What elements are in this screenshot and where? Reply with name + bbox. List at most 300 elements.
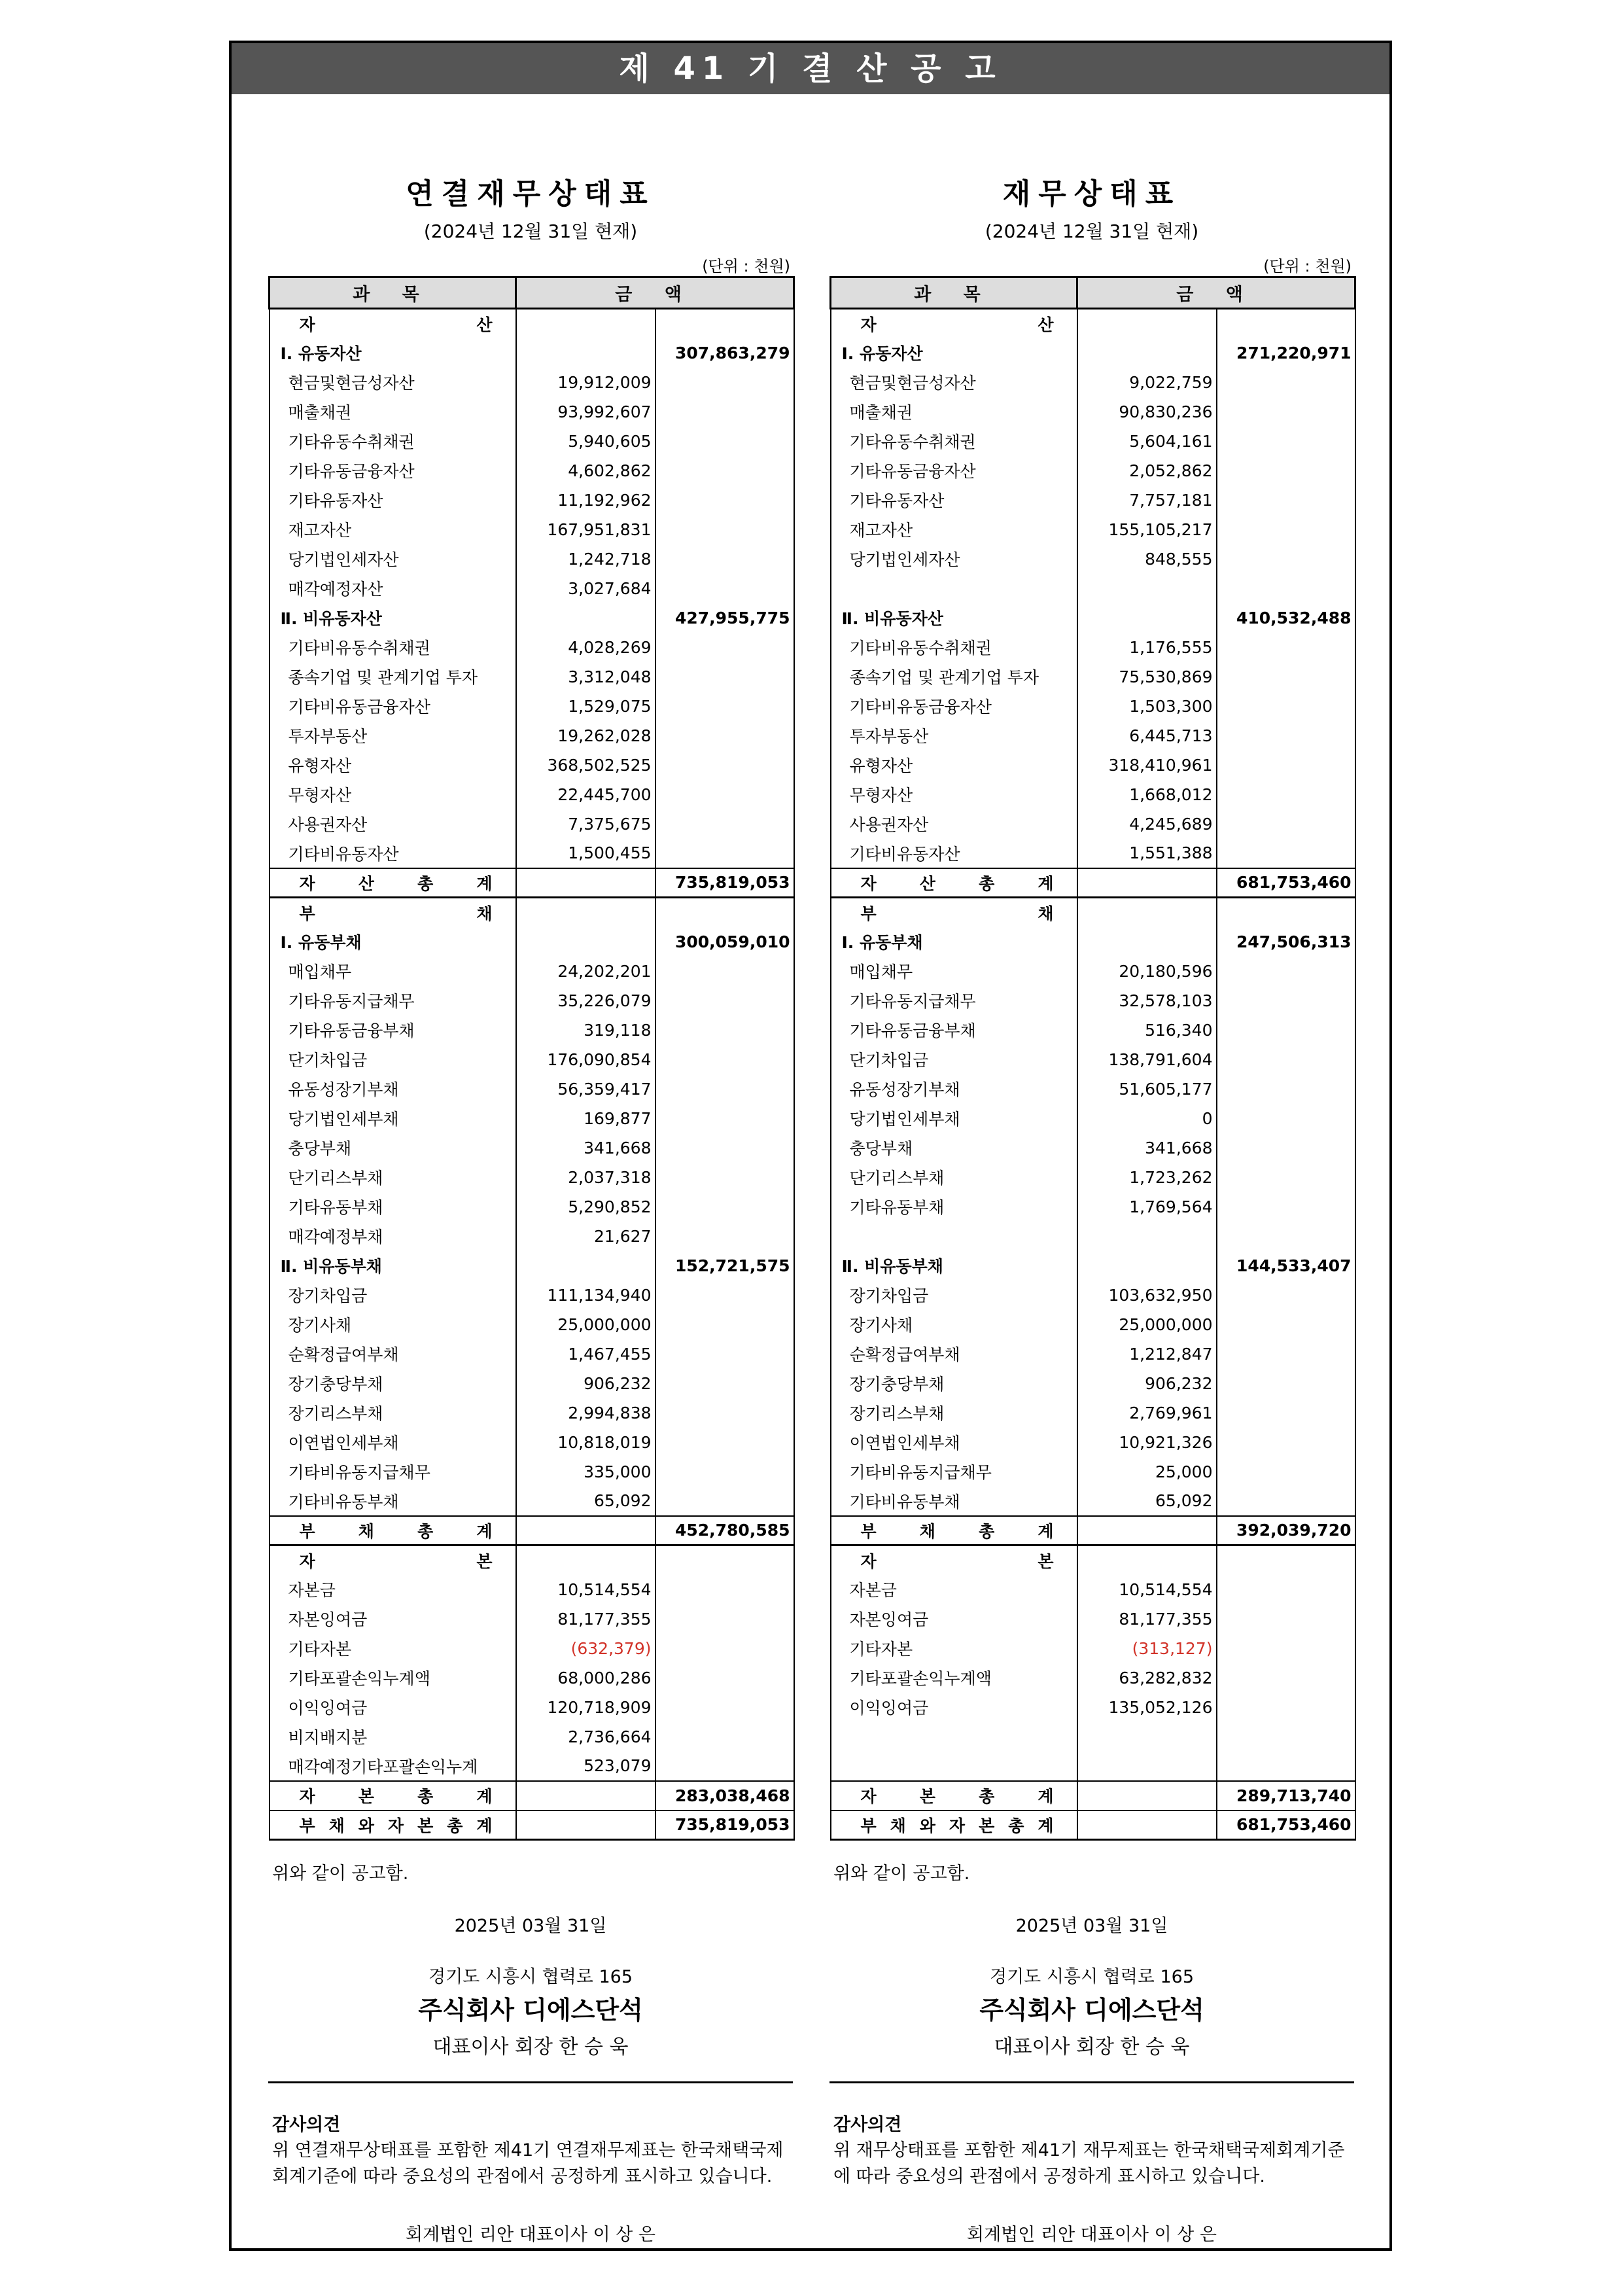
account-name: 현금및현금성자산 — [270, 368, 516, 397]
amount-cell — [1077, 927, 1217, 957]
account-amount: 3,027,684 — [516, 574, 655, 603]
account-name: 충당부채 — [831, 1133, 1077, 1163]
account-name: 비지배지분 — [270, 1722, 516, 1752]
account-name: 기타유동수취채권 — [831, 427, 1077, 456]
table-row — [270, 721, 794, 751]
account-amount: 341,668 — [516, 1133, 655, 1163]
section-label-text — [835, 1549, 1073, 1572]
table-row — [831, 957, 1355, 986]
table-row — [270, 1752, 794, 1781]
table-row — [270, 1575, 794, 1604]
amount-cell — [516, 898, 655, 927]
account-name: 기타유동부채 — [270, 1192, 516, 1222]
representative: 대표이사 회장 한 승 욱 — [432, 2036, 629, 2058]
group-label: Ⅰ. 유동부채 — [831, 927, 1077, 957]
total-label-text — [273, 1519, 512, 1542]
total-label — [831, 868, 1077, 898]
account-name: 기타유동금융부채 — [831, 1016, 1077, 1045]
empty-cell — [831, 1722, 1077, 1752]
table-header-row — [831, 277, 1355, 309]
table-row — [270, 1251, 794, 1280]
section-label-text — [273, 1549, 512, 1572]
account-name: 유형자산 — [831, 751, 1077, 780]
total-cell — [1217, 397, 1355, 427]
amount-cell — [1077, 1810, 1217, 1840]
group-total: 247,506,313 — [1217, 927, 1355, 957]
group-label: Ⅱ. 비유동부채 — [831, 1251, 1077, 1280]
total-cell — [655, 751, 794, 780]
total-char: 본 — [417, 1816, 434, 1835]
account-amount: 4,028,269 — [516, 633, 655, 662]
group-label: Ⅰ. 유동자산 — [270, 338, 516, 368]
table-row — [831, 1339, 1355, 1369]
total-cell — [655, 839, 794, 868]
table-row — [270, 839, 794, 868]
account-name: 매입채무 — [831, 957, 1077, 986]
table-row — [270, 1310, 794, 1339]
total-cell — [655, 1693, 794, 1722]
account-name: 기타비유동부채 — [831, 1487, 1077, 1516]
account-amount: 3,312,048 — [516, 662, 655, 692]
total-cell — [1217, 898, 1355, 927]
account-amount: 2,037,318 — [516, 1163, 655, 1192]
total-char: 총 — [447, 1816, 463, 1835]
notice-date: 2025년 03월 31일 — [1015, 1916, 1168, 1936]
account-amount: 318,410,961 — [1077, 751, 1217, 780]
total-cell — [655, 809, 794, 839]
grand-total: 452,780,585 — [655, 1516, 794, 1545]
account-name: 기타자본 — [831, 1634, 1077, 1663]
table-row — [270, 544, 794, 574]
account-amount: 6,445,713 — [1077, 721, 1217, 751]
section-char: 본 — [476, 1551, 493, 1571]
table-row — [831, 1369, 1355, 1398]
total-cell — [655, 1604, 794, 1634]
account-name: 장기충당부채 — [831, 1369, 1077, 1398]
total-cell — [655, 1545, 794, 1575]
total-char: 부 — [860, 1816, 877, 1835]
total-cell — [655, 898, 794, 927]
table-row — [270, 1016, 794, 1045]
empty-cell — [1077, 1752, 1217, 1781]
total-cell — [1217, 1016, 1355, 1045]
account-amount: 169,877 — [516, 1104, 655, 1133]
total-cell — [1217, 1310, 1355, 1339]
account-amount: 32,578,103 — [1077, 986, 1217, 1016]
account-name: 기타유동부채 — [831, 1192, 1077, 1222]
account-name: 매출채권 — [831, 397, 1077, 427]
amount-cell — [1077, 309, 1217, 338]
account-name: 당기법인세자산 — [270, 544, 516, 574]
total-label — [831, 1781, 1077, 1810]
table-row — [270, 515, 794, 544]
account-name: 당기법인세부채 — [270, 1104, 516, 1133]
account-name: 기타포괄손익누계액 — [831, 1663, 1077, 1693]
account-amount: 906,232 — [516, 1369, 655, 1398]
table-row — [270, 1810, 794, 1840]
account-amount: 11,192,962 — [516, 486, 655, 515]
total-cell — [655, 515, 794, 544]
table-row — [270, 1163, 794, 1192]
account-amount: (632,379) — [516, 1634, 655, 1663]
total-char: 총 — [1008, 1816, 1024, 1835]
account-amount: 63,282,832 — [1077, 1663, 1217, 1693]
account-amount: 368,502,525 — [516, 751, 655, 780]
total-cell — [655, 721, 794, 751]
table-row — [831, 986, 1355, 1016]
total-cell — [655, 544, 794, 574]
company-address: 경기도 시흥시 협력로 165 — [989, 1967, 1195, 1987]
table-row — [831, 633, 1355, 662]
total-cell — [1217, 1192, 1355, 1222]
total-char: 부 — [299, 1816, 315, 1835]
table-row — [270, 574, 794, 603]
table-row — [270, 662, 794, 692]
table-row — [831, 574, 1355, 603]
table-row — [270, 1280, 794, 1310]
table-row — [831, 1752, 1355, 1781]
account-amount: 4,245,689 — [1077, 809, 1217, 839]
total-cell — [655, 1222, 794, 1251]
divider — [829, 2081, 1354, 2083]
account-name: 투자부동산 — [831, 721, 1077, 751]
account-name: 당기법인세자산 — [831, 544, 1077, 574]
total-label — [270, 1781, 516, 1810]
section-label-text — [835, 901, 1073, 925]
total-label-text — [273, 871, 512, 894]
table-row — [270, 1133, 794, 1163]
notice-date: 2025년 03월 31일 — [454, 1916, 607, 1936]
audit-opinion: 위 재무상태표를 포함한 제41기 재무제표는 한국채택국제회계기준에 따라 중요성의 관점에서 공정하게 표시하고 있습니다. — [833, 2140, 1345, 2187]
total-char: 총 — [979, 1787, 995, 1806]
total-char: 채 — [890, 1816, 906, 1835]
total-cell — [655, 397, 794, 427]
section-char: 채 — [1038, 904, 1054, 923]
account-amount: 5,604,161 — [1077, 427, 1217, 456]
total-cell — [655, 1575, 794, 1604]
account-name: 재고자산 — [831, 515, 1077, 544]
divider — [268, 2081, 793, 2083]
account-amount: 5,290,852 — [516, 1192, 655, 1222]
account-amount: 19,912,009 — [516, 368, 655, 397]
table-row — [270, 898, 794, 927]
table-row — [270, 809, 794, 839]
total-cell — [655, 1428, 794, 1457]
representative: 대표이사 회장 한 승 욱 — [994, 2036, 1190, 2058]
total-char: 계 — [1038, 1816, 1054, 1835]
amount-cell — [1077, 1545, 1217, 1575]
table-row — [831, 1310, 1355, 1339]
account-amount: 111,134,940 — [516, 1280, 655, 1310]
total-cell — [1217, 1604, 1355, 1634]
account-name: 무형자산 — [270, 780, 516, 809]
table-row — [831, 1104, 1355, 1133]
account-amount: 10,514,554 — [1077, 1575, 1217, 1604]
account-amount: 906,232 — [1077, 1369, 1217, 1398]
table-row — [831, 898, 1355, 927]
table-row — [270, 927, 794, 957]
account-amount: 51,605,177 — [1077, 1074, 1217, 1104]
account-amount: 1,500,455 — [516, 839, 655, 868]
account-name: 충당부채 — [270, 1133, 516, 1163]
account-name: 기타비유동금융자산 — [270, 692, 516, 721]
account-name: 이연법인세부채 — [270, 1428, 516, 1457]
total-cell — [655, 1192, 794, 1222]
account-amount: 155,105,217 — [1077, 515, 1217, 544]
table-row — [831, 368, 1355, 397]
account-name: 매각예정기타포괄손익누계 — [270, 1752, 516, 1781]
group-label: Ⅰ. 유동자산 — [831, 338, 1077, 368]
total-label — [831, 1810, 1077, 1840]
total-cell — [1217, 1575, 1355, 1604]
table-row — [270, 427, 794, 456]
account-amount: 0 — [1077, 1104, 1217, 1133]
total-cell — [655, 456, 794, 486]
total-char: 자 — [949, 1816, 966, 1835]
section-label — [270, 309, 516, 338]
account-name: 자본잉여금 — [270, 1604, 516, 1634]
total-label-text — [835, 1519, 1073, 1542]
account-name: 장기차입금 — [270, 1280, 516, 1310]
account-amount: 341,668 — [1077, 1133, 1217, 1163]
header-item: 과 목 — [831, 277, 1077, 309]
total-char: 자 — [299, 874, 315, 893]
account-amount: 24,202,201 — [516, 957, 655, 986]
notice-text: 위와 같이 공고함. — [833, 1863, 970, 1884]
section-label — [831, 898, 1077, 927]
table-row — [270, 456, 794, 486]
account-amount: 9,022,759 — [1077, 368, 1217, 397]
total-cell — [655, 1104, 794, 1133]
account-name: 기타비유동자산 — [831, 839, 1077, 868]
account-amount: 176,090,854 — [516, 1045, 655, 1074]
section-label-text — [273, 312, 512, 336]
total-char: 부 — [299, 1521, 315, 1541]
section-char: 본 — [1038, 1551, 1054, 1571]
account-amount: 56,359,417 — [516, 1074, 655, 1104]
company-name: 주식회사 디에스단석 — [418, 1996, 643, 2024]
header-amount: 금 액 — [516, 277, 794, 309]
total-cell — [1217, 486, 1355, 515]
table-row — [270, 1074, 794, 1104]
section-label — [270, 898, 516, 927]
total-cell — [1217, 721, 1355, 751]
table-row — [270, 633, 794, 662]
account-amount: 1,467,455 — [516, 1339, 655, 1369]
amount-cell — [516, 1516, 655, 1545]
group-label: Ⅰ. 유동부채 — [270, 927, 516, 957]
total-char: 총 — [417, 874, 434, 893]
table-row — [270, 1428, 794, 1457]
table-row — [270, 1781, 794, 1810]
total-cell — [655, 1722, 794, 1752]
account-name: 투자부동산 — [270, 721, 516, 751]
amount-cell — [516, 1781, 655, 1810]
account-name: 순확정급여부채 — [831, 1339, 1077, 1369]
total-cell — [655, 633, 794, 662]
amount-cell — [516, 868, 655, 898]
group-total: 144,533,407 — [1217, 1251, 1355, 1280]
account-name: 단기리스부채 — [270, 1163, 516, 1192]
total-char: 본 — [979, 1816, 995, 1835]
table-row — [831, 486, 1355, 515]
amount-cell — [516, 1810, 655, 1840]
table-row — [270, 1604, 794, 1634]
table-row — [831, 456, 1355, 486]
table-row — [270, 1398, 794, 1428]
table-row — [831, 1280, 1355, 1310]
amount-cell — [516, 1545, 655, 1575]
account-amount: 25,000,000 — [516, 1310, 655, 1339]
group-label: Ⅱ. 비유동자산 — [831, 603, 1077, 633]
empty-cell — [1217, 1222, 1355, 1251]
grand-total: 681,753,460 — [1217, 868, 1355, 898]
amount-cell — [516, 927, 655, 957]
grand-total: 283,038,468 — [655, 1781, 794, 1810]
amount-cell — [516, 1251, 655, 1280]
total-label-text — [273, 1813, 512, 1837]
total-cell — [655, 368, 794, 397]
table-row — [270, 1487, 794, 1516]
table-row — [270, 1104, 794, 1133]
table-row — [831, 1016, 1355, 1045]
total-char: 계 — [1038, 1787, 1054, 1806]
total-label-text — [835, 1813, 1073, 1837]
table-row — [270, 1516, 794, 1545]
section-char: 산 — [476, 315, 493, 334]
total-char: 자 — [860, 1787, 877, 1806]
total-cell — [1217, 986, 1355, 1016]
unit-label: (단위 : 천원) — [702, 257, 790, 275]
total-char: 채 — [328, 1816, 345, 1835]
table-row — [831, 839, 1355, 868]
account-name: 기타비유동수취채권 — [270, 633, 516, 662]
total-cell — [1217, 1693, 1355, 1722]
account-amount: 81,177,355 — [1077, 1604, 1217, 1634]
table-row — [270, 1192, 794, 1222]
total-cell — [1217, 1280, 1355, 1310]
group-total: 307,863,279 — [655, 338, 794, 368]
table-row — [831, 1604, 1355, 1634]
total-cell — [1217, 1104, 1355, 1133]
amount-cell — [1077, 1781, 1217, 1810]
account-amount: 335,000 — [516, 1457, 655, 1487]
account-amount: 1,769,564 — [1077, 1192, 1217, 1222]
table-row — [270, 986, 794, 1016]
total-char: 계 — [476, 1816, 493, 1835]
total-cell — [1217, 633, 1355, 662]
account-name: 매출채권 — [270, 397, 516, 427]
account-name: 사용권자산 — [831, 809, 1077, 839]
account-amount: 68,000,286 — [516, 1663, 655, 1693]
account-name: 재고자산 — [270, 515, 516, 544]
total-cell — [655, 1045, 794, 1074]
account-name: 기타유동지급채무 — [270, 986, 516, 1016]
account-amount: 10,514,554 — [516, 1575, 655, 1604]
account-name: 이익잉여금 — [270, 1693, 516, 1722]
balance-sheet-table — [829, 276, 1356, 1841]
account-amount: 10,818,019 — [516, 1428, 655, 1457]
total-cell — [1217, 1663, 1355, 1693]
section-char: 자 — [860, 1551, 877, 1571]
section-label-text — [835, 312, 1073, 336]
table-row — [831, 1428, 1355, 1457]
table-row — [831, 1487, 1355, 1516]
table-row — [831, 692, 1355, 721]
total-char: 채 — [358, 1521, 374, 1541]
section-char: 산 — [1038, 315, 1054, 334]
total-cell — [655, 1634, 794, 1663]
account-name: 장기차입금 — [831, 1280, 1077, 1310]
table-row — [270, 338, 794, 368]
account-amount: 7,375,675 — [516, 809, 655, 839]
table-row — [831, 1693, 1355, 1722]
total-cell — [1217, 368, 1355, 397]
account-name: 기타포괄손익누계액 — [270, 1663, 516, 1693]
table-row — [270, 1045, 794, 1074]
account-amount: 81,177,355 — [516, 1604, 655, 1634]
unit-label: (단위 : 천원) — [1263, 257, 1352, 275]
total-cell — [655, 1163, 794, 1192]
total-cell — [655, 957, 794, 986]
statement-date: (2024년 12월 31일 현재) — [985, 221, 1199, 242]
account-name: 기타비유동자산 — [270, 839, 516, 868]
audit-opinion: 위 연결재무상태표를 포함한 제41기 연결재무제표는 한국채택국제회계기준에 따라 중요성의 관점에서 공정하게 표시하고 있습니다. — [272, 2140, 784, 2187]
account-amount: 1,503,300 — [1077, 692, 1217, 721]
table-row — [270, 1634, 794, 1663]
table-row — [831, 1192, 1355, 1222]
total-cell — [1217, 1339, 1355, 1369]
empty-cell — [831, 1222, 1077, 1251]
group-label: Ⅱ. 비유동자산 — [270, 603, 516, 633]
account-name: 이익잉여금 — [831, 1693, 1077, 1722]
empty-cell — [1077, 574, 1217, 603]
account-amount: 167,951,831 — [516, 515, 655, 544]
account-amount: 1,529,075 — [516, 692, 655, 721]
total-char: 계 — [476, 1521, 493, 1541]
table-row — [831, 780, 1355, 809]
section-char: 자 — [860, 315, 877, 334]
total-cell — [655, 780, 794, 809]
empty-cell — [831, 574, 1077, 603]
total-char: 총 — [417, 1521, 434, 1541]
total-cell — [655, 309, 794, 338]
account-name: 자본금 — [831, 1575, 1077, 1604]
group-label: Ⅱ. 비유동부채 — [270, 1251, 516, 1280]
table-row — [270, 780, 794, 809]
table-row — [831, 1222, 1355, 1251]
table-row — [831, 309, 1355, 338]
table-row — [831, 1663, 1355, 1693]
account-name: 기타유동수취채권 — [270, 427, 516, 456]
amount-cell — [516, 309, 655, 338]
account-amount: 65,092 — [1077, 1487, 1217, 1516]
total-cell — [655, 1457, 794, 1487]
account-amount: 1,242,718 — [516, 544, 655, 574]
total-char: 계 — [1038, 1521, 1054, 1541]
total-cell — [655, 574, 794, 603]
table-row — [831, 1133, 1355, 1163]
account-name: 기타유동지급채무 — [831, 986, 1077, 1016]
total-cell — [1217, 544, 1355, 574]
total-cell — [655, 692, 794, 721]
section-char: 부 — [860, 904, 877, 923]
account-name: 장기리스부채 — [831, 1398, 1077, 1428]
total-cell — [655, 1369, 794, 1398]
group-total: 152,721,575 — [655, 1251, 794, 1280]
account-amount: 90,830,236 — [1077, 397, 1217, 427]
account-name: 단기리스부채 — [831, 1163, 1077, 1192]
